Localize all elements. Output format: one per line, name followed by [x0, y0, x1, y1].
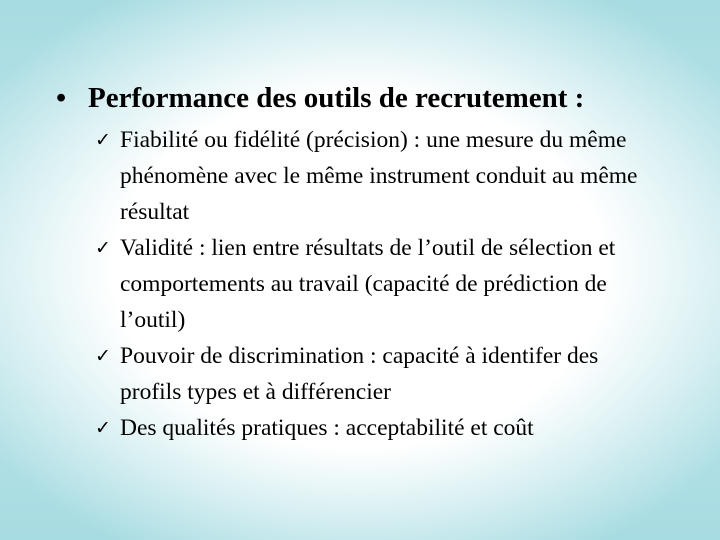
list-item-discrimination — [94, 338, 664, 410]
slide-heading — [56, 80, 696, 116]
list-item-text: Pouvoir de discrimination : capacité à identifer des profils types et à différencier — [120, 343, 599, 405]
list-item-text: Fiabilité ou fidélité (précision) : une mesure du même phénomène avec le même instrument conduit au même résultat — [120, 127, 638, 225]
list-item-text: Validité : lien entre résultats de l’outil de sélection et comportements au travail (capacité de prédiction de l’outil) — [120, 235, 616, 333]
checkmark-icon: ✓ — [95, 417, 111, 439]
checkmark-icon: ✓ — [95, 129, 111, 151]
criteria-list — [94, 122, 664, 446]
heading-text: Performance des outils de recrutement : — [88, 82, 585, 114]
list-item-text: Des qualités pratiques : acceptabilité et coût — [120, 415, 534, 441]
checkmark-icon: ✓ — [95, 345, 111, 367]
list-item-validite — [94, 230, 664, 338]
bullet-icon: • — [56, 82, 67, 114]
list-item-qualites-pratiques — [94, 410, 664, 446]
checkmark-icon: ✓ — [95, 237, 111, 259]
list-item-fiabilite — [94, 122, 664, 230]
